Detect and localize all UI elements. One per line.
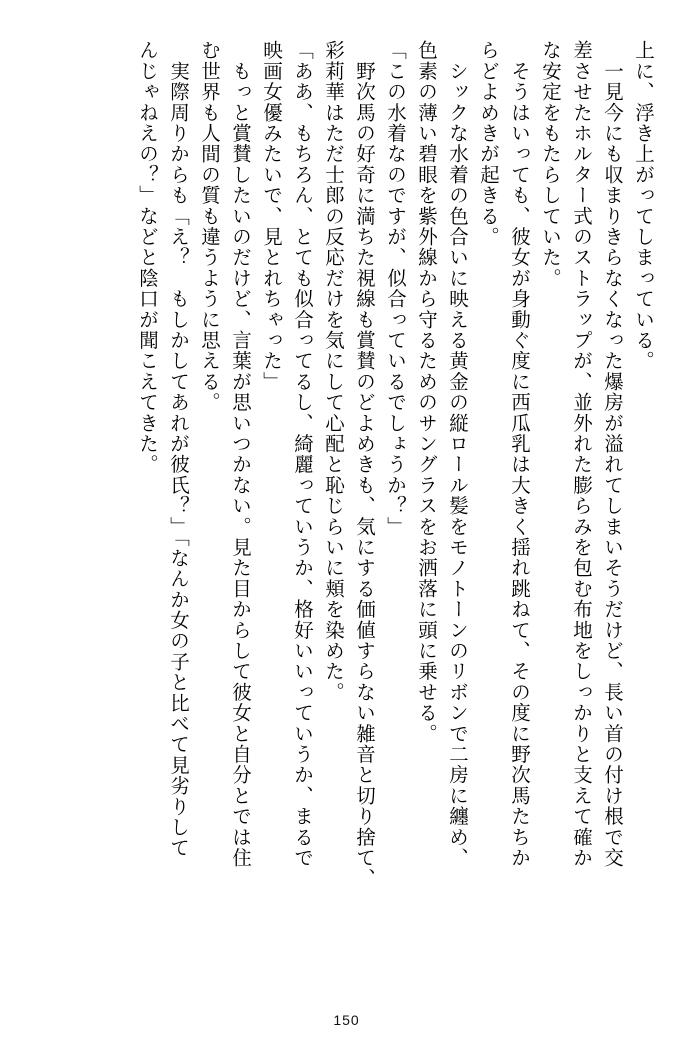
text-column: 差させたホルター式のストラップが、並外れた膨らみを包む布地をしっかりと支えて確か (570, 40, 593, 868)
text-column: 映画女優みたいで、見とれちゃった」 (260, 40, 283, 392)
text-column: そうはいっても、彼女が身動ぐ度に西瓜乳は大きく揺れ跳ねて、その度に野次馬たちか (508, 40, 531, 868)
text-column: 「ああ、もちろん、とても似合ってるし、綺麗っていうか、格好いいっていうか、まるで (291, 40, 314, 868)
text-column: 一見今にも収まりきらなくなった爆房が溢れてしまいそうだけど、長い首の付け根で交 (601, 40, 624, 868)
text-column: 彩莉華はただ士郎の反応だけを気にして心配と恥じらいに頬を染めた。 (322, 40, 345, 703)
page-number: 150 (333, 1012, 360, 1028)
text-column: んじゃねえの？」などと陰口が聞こえてきた。 (136, 40, 159, 475)
text-column: 色素の薄い碧眼を紫外線から守るためのサングラスをお洒落に頭に乗せる。 (415, 40, 438, 744)
text-column: シックな水着の色合いに映える黄金の縦ロール髪をモノトーンのリボンで二房に纏め、 (446, 40, 469, 868)
text-column: らどよめきが起きる。 (477, 40, 500, 247)
text-column: 実際周りからも「え？ もしかしてあれが彼氏？」「なんか女の子と比べて見劣りして (167, 40, 190, 859)
text-column: な安定をもたらしていた。 (539, 40, 562, 289)
text-column: 野次馬の好奇に満ちた視線も賞賛のどよめきも、気にする価値すらない雑音と切り捨て、 (353, 40, 376, 889)
text-column: 「この水着なのですが、似合っているでしょうか？」 (384, 40, 407, 537)
vertical-text-block (38, 40, 653, 985)
text-column: む世界も人間の質も違うように思える。 (198, 40, 221, 413)
text-column: 上に、浮き上がってしまっている。 (632, 40, 655, 372)
text-column: もっと賞賛したいのだけど、言葉が思いつかない。見た目からして彼女と自分とでは住 (229, 40, 252, 868)
